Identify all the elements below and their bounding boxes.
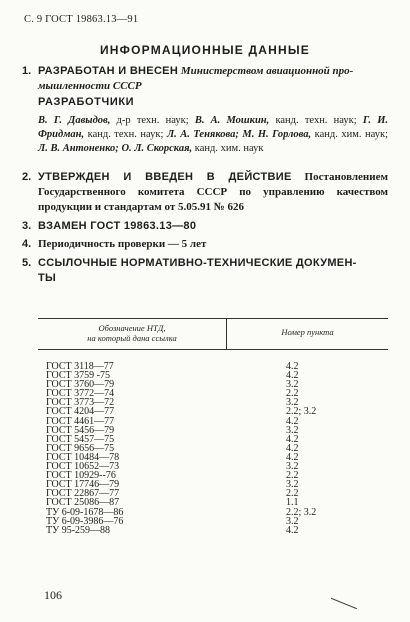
document-designation: ТУ 6-09-3986—76: [46, 515, 124, 527]
column-header-clause: Номер пункта: [281, 327, 334, 337]
developer-name: В. А. Мошкин,: [194, 115, 270, 126]
clause-number: 3.2: [286, 479, 299, 491]
document-designation: ТУ 95-259—88: [46, 524, 111, 536]
clause-number: 4.2: [286, 442, 299, 454]
document-designation: ГОСТ 4204—77: [46, 406, 115, 418]
developer-degree: канд. техн. наук;: [84, 129, 167, 140]
developer-name: В. Г. Давыдов,: [38, 115, 111, 126]
page-header: С. 9 ГОСТ 19863.13—91: [24, 14, 139, 25]
item-number: 5.: [22, 257, 32, 269]
item-4-text: Периодичность проверки — 5 лет: [38, 238, 207, 250]
column-header-document: [38, 323, 226, 343]
document-designation: ГОСТ 25086—87: [46, 497, 120, 509]
document-designation: ГОСТ 3759 -75: [46, 370, 110, 382]
document-designation: ГОСТ 3773—72: [46, 397, 115, 409]
clause-number: 2.2: [286, 488, 299, 500]
item-1-heading: РАЗРАБОТАН И ВНЕСЕН: [38, 65, 179, 77]
clause-number: 4.2: [286, 524, 299, 536]
document-designation: ГОСТ 22867—77: [46, 488, 120, 500]
developers-heading: РАЗРАБОТЧИКИ: [38, 96, 135, 108]
item-5-heading: ССЫЛОЧНЫЕ НОРМАТИВНО-ТЕХНИЧЕСКИЕ ДОКУМЕН-: [38, 257, 357, 269]
clause-number: 3.2: [286, 379, 299, 391]
clause-number: 4.2: [286, 451, 299, 463]
scan-mark: [331, 598, 357, 609]
clause-number: 1.1: [286, 497, 299, 509]
document-designation: ГОСТ 5457—75: [46, 433, 115, 445]
document-designation: ГОСТ 3760—79: [46, 379, 115, 391]
item-number: 4.: [22, 238, 32, 250]
clause-number: 2.2; 3.2: [286, 506, 317, 518]
document-designation: ГОСТ 10484—78: [46, 451, 120, 463]
document-designation: ГОСТ 10652—73: [46, 461, 120, 473]
item-5: [22, 256, 388, 286]
document-designation: ГОСТ 3118—77: [46, 361, 114, 372]
item-2-text: Постановлением Государственного комитета СССР по управлению качеством продукции и стандартам от 5.05.91 № 626: [38, 171, 388, 213]
developer-name: М. Н. Горлова,: [242, 129, 312, 140]
clause-number: 3.2: [286, 461, 299, 473]
developer-name: Л. А. Тенякова;: [166, 129, 239, 140]
developer-degree: канд. хим. наук;: [311, 129, 389, 140]
section-title: ИНФОРМАЦИОННЫЕ ДАННЫЕ: [99, 43, 311, 57]
clause-number: 4.2: [286, 415, 299, 427]
table-body: [46, 362, 366, 535]
clause-number: 3.2: [286, 397, 299, 409]
developers-list: [38, 114, 388, 156]
item-3-text: ВЗАМЕН ГОСТ 19863.13—80: [38, 220, 197, 232]
clause-number: 3.2: [286, 515, 299, 527]
item-1: [22, 64, 388, 94]
clause-number: 4.2: [286, 433, 299, 445]
item-1-text-cont: мышленности СССР: [38, 80, 142, 92]
developer-name: Л. В. Антоненко;: [38, 143, 119, 154]
developer-name: Г. И. Фридман,: [38, 115, 388, 140]
item-2-heading: УТВЕРЖДЕН И ВВЕДЕН В ДЕЙСТВИЕ: [38, 171, 292, 183]
document-designation: ТУ 6-09-1678—86: [46, 506, 124, 518]
document-designation: ГОСТ 17746—79: [46, 479, 120, 491]
developer-degree: д-р техн. наук;: [110, 115, 195, 126]
document-designation: ГОСТ 5456—79: [46, 424, 115, 436]
item-number: 3.: [22, 220, 32, 232]
clause-number: 4.2: [286, 370, 299, 382]
item-number: 2.: [22, 171, 32, 183]
document-designation: ГОСТ 9656—75: [46, 442, 115, 454]
clause-number: 4.2: [286, 361, 299, 372]
item-1-text: Министерством авиационной про-: [180, 65, 354, 77]
column-header-line: на который дана ссылка: [87, 333, 177, 343]
clause-number: 2.2: [286, 388, 299, 400]
table-row: [46, 526, 366, 535]
table-header: [38, 318, 388, 350]
item-number: 1.: [22, 65, 32, 77]
item-2: [22, 170, 388, 215]
item-3: [22, 219, 388, 234]
document-designation: ГОСТ 3772—74: [46, 388, 115, 400]
developer-degree: канд. хим. наук: [192, 143, 264, 154]
clause-number: 3.2: [286, 424, 299, 436]
document-designation: ГОСТ 10929--76: [46, 470, 116, 482]
developer-name: О. Л. Скорская,: [121, 143, 193, 154]
developer-degree: канд. техн. наук;: [269, 115, 363, 126]
page-number: 106: [44, 588, 62, 602]
clause-number: 2.2; 3.2: [286, 406, 317, 418]
item-4: [22, 237, 388, 252]
item-5-heading-cont: ТЫ: [38, 272, 57, 284]
column-header-line: Обозначение НТД,: [98, 323, 166, 333]
document-designation: ГОСТ 4461—77: [46, 415, 115, 427]
clause-number: 2.2: [286, 470, 299, 482]
